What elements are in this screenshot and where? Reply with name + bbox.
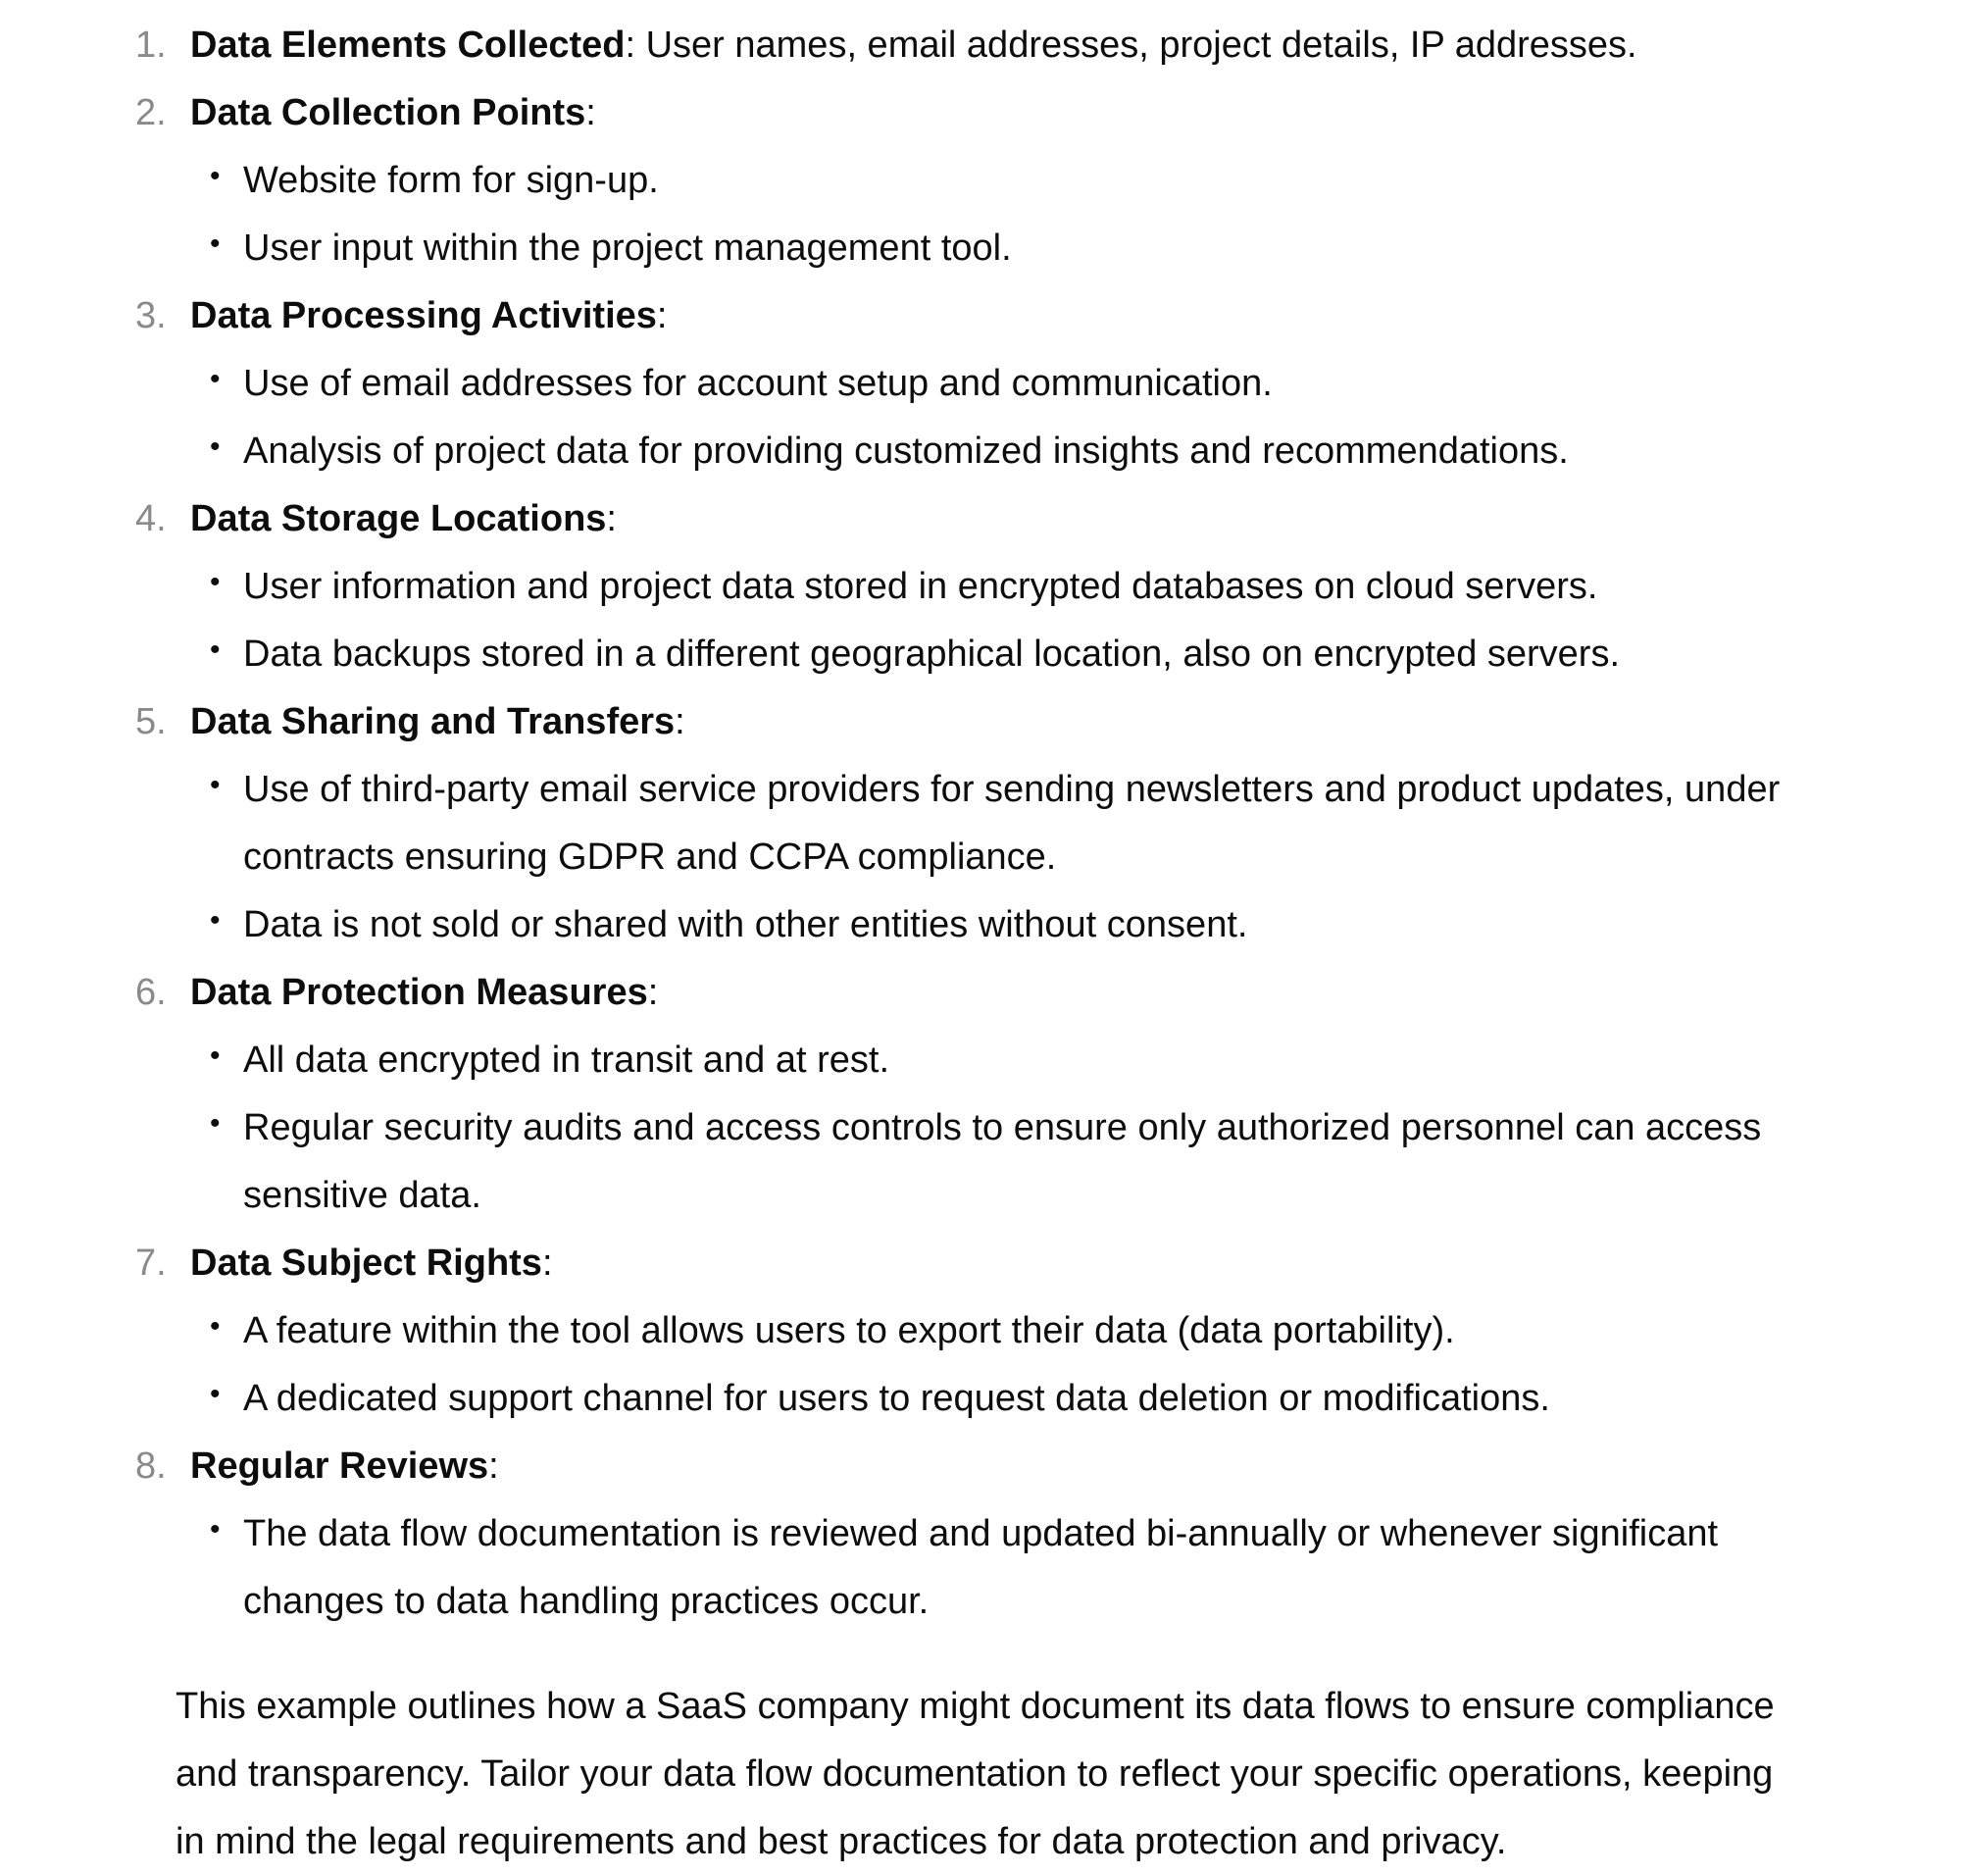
section-heading [190, 485, 617, 553]
bullet-item [0, 1500, 1961, 1568]
bullet-item [0, 350, 1961, 418]
bullet-icon: • [210, 1039, 221, 1072]
closing-line: and transparency. Tailor your data flow documentation to reflect your specific operations, keeping [176, 1753, 1774, 1795]
bullet-text: User information and project data stored in encrypted databases on cloud servers. [243, 566, 1598, 607]
bullet-text: sensitive data. [243, 1175, 481, 1216]
bullet-icon: • [210, 1310, 221, 1343]
section-title: Data Elements Collected [190, 25, 626, 66]
section-heading-row [0, 1433, 1961, 1500]
bullet-icon: • [210, 904, 221, 937]
bullet-item [0, 147, 1961, 215]
bullet-icon: • [210, 634, 221, 666]
section-heading-row [0, 79, 1961, 147]
bullet-item [0, 1027, 1961, 1094]
section-heading-row [0, 688, 1961, 756]
section-heading [190, 959, 658, 1027]
section-title-suffix: : [606, 498, 617, 539]
bullet-item [0, 621, 1961, 688]
bullet-text: A dedicated support channel for users to request data deletion or modifications. [243, 1378, 1550, 1419]
bullet-item-continuation [0, 1568, 1961, 1636]
bullet-text: A feature within the tool allows users to export their data (data portability). [243, 1310, 1455, 1351]
section-heading-row [0, 959, 1961, 1027]
bullet-text: changes to data handling practices occur. [243, 1581, 930, 1622]
bullet-text: Data backups stored in a different geographical location, also on encrypted servers. [243, 634, 1621, 675]
bullet-text: Use of email addresses for account setup and communication. [243, 363, 1273, 404]
section-title-suffix: : [585, 92, 596, 133]
section-heading-row [0, 1230, 1961, 1297]
section-number: 6. [135, 972, 167, 1013]
closing-line: This example outlines how a SaaS company might document its data flows to ensure compliance [176, 1686, 1775, 1727]
section-title-suffix: : [675, 701, 685, 742]
bullet-icon: • [210, 1513, 221, 1546]
section-heading [190, 1433, 499, 1500]
section-title-suffix: : [656, 295, 668, 336]
bullet-icon: • [210, 431, 221, 463]
section-title-suffix: : [647, 972, 659, 1013]
section-title: Data Subject Rights [190, 1242, 542, 1284]
section-number: 2. [135, 92, 167, 133]
closing-paragraph [176, 1673, 1862, 1876]
bullet-item-continuation [0, 1162, 1961, 1230]
bullet-icon: • [210, 228, 221, 260]
bullet-item [0, 891, 1961, 959]
bullet-icon: • [210, 566, 221, 598]
section-heading [190, 688, 685, 756]
section-title-suffix: : [488, 1445, 499, 1487]
section-title: Data Processing Activities [190, 295, 657, 336]
closing-line: in mind the legal requirements and best practices for data protection and privacy. [176, 1821, 1507, 1862]
section-heading [190, 79, 596, 147]
section-title-suffix: : User names, email addresses, project details, IP addresses. [625, 25, 1637, 66]
section-heading [190, 1230, 553, 1297]
section-number: 8. [135, 1445, 167, 1487]
bullet-icon: • [210, 363, 221, 395]
bullet-item-continuation [0, 824, 1961, 891]
section-title: Regular Reviews [190, 1445, 489, 1487]
section-number: 4. [135, 498, 167, 539]
bullet-text: All data encrypted in transit and at rest. [243, 1039, 890, 1081]
bullet-text: Regular security audits and access controls to ensure only authorized personnel can access [243, 1107, 1762, 1148]
section-title: Data Collection Points [190, 92, 586, 133]
bullet-icon: • [210, 160, 221, 192]
bullet-text: User input within the project management tool. [243, 228, 1012, 269]
data-flow-list [0, 12, 1961, 1636]
section-title-suffix: : [541, 1242, 553, 1284]
section-number: 1. [135, 25, 167, 66]
bullet-item [0, 1297, 1961, 1365]
section-number: 7. [135, 1242, 167, 1284]
bullet-text: The data flow documentation is reviewed and updated bi-annually or whenever significant [243, 1513, 1719, 1554]
bullet-text: Data is not sold or shared with other entities without consent. [243, 904, 1248, 945]
section-heading [190, 12, 1637, 79]
bullet-text: Website form for sign-up. [243, 160, 659, 201]
section-number: 5. [135, 701, 167, 742]
section-heading [190, 282, 667, 350]
bullet-item [0, 215, 1961, 282]
section-number: 3. [135, 295, 167, 336]
section-heading-row [0, 485, 1961, 553]
bullet-icon: • [210, 1378, 221, 1410]
bullet-text: Use of third-party email service providers for sending newsletters and product updates, under [243, 769, 1781, 810]
bullet-item [0, 1094, 1961, 1162]
bullet-text: contracts ensuring GDPR and CCPA compliance. [243, 837, 1057, 878]
bullet-item [0, 1365, 1961, 1433]
bullet-icon: • [210, 769, 221, 801]
bullet-icon: • [210, 1107, 221, 1140]
bullet-item [0, 418, 1961, 485]
bullet-text: Analysis of project data for providing customized insights and recommendations. [243, 431, 1569, 472]
section-heading-row [0, 12, 1961, 79]
bullet-item [0, 756, 1961, 824]
section-title: Data Sharing and Transfers [190, 701, 676, 742]
section-heading-row [0, 282, 1961, 350]
section-title: Data Protection Measures [190, 972, 648, 1013]
section-title: Data Storage Locations [190, 498, 607, 539]
bullet-item [0, 553, 1961, 621]
